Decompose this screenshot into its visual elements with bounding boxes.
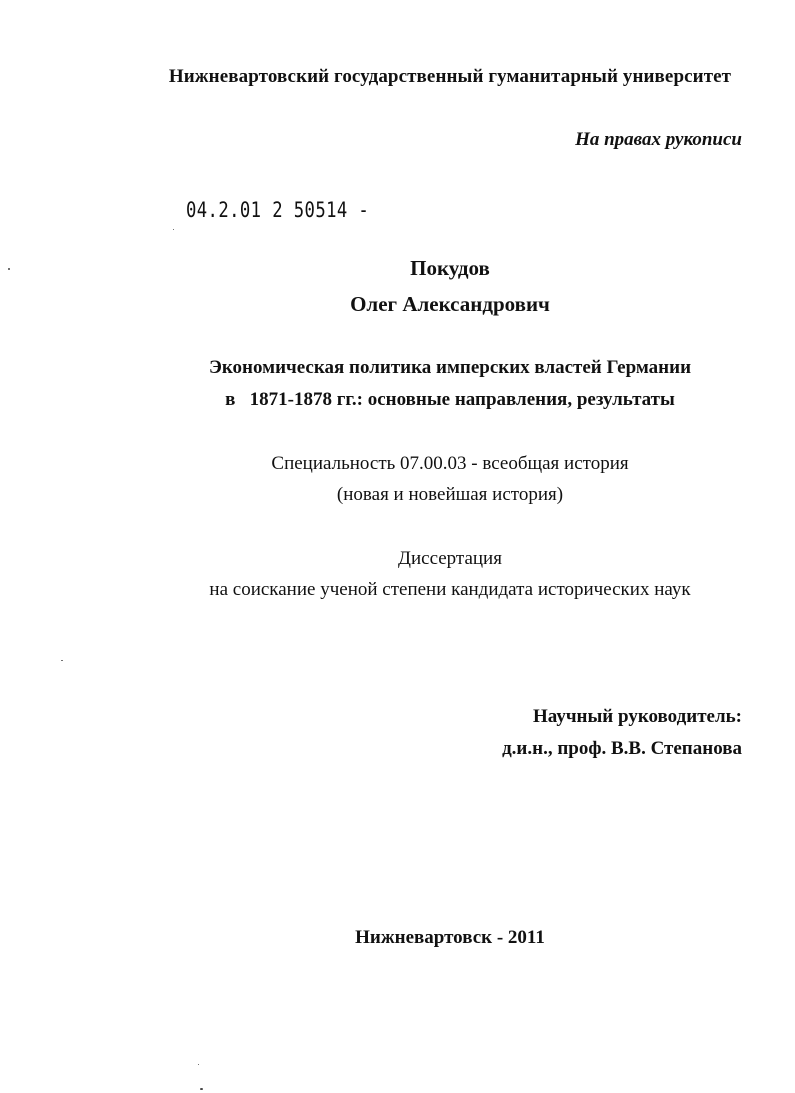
scan-speck	[61, 660, 63, 661]
degree-line2: на соискание ученой степени кандидата исторических наук	[209, 579, 691, 600]
thesis-title-line1: Экономическая политика имперских властей Германии	[208, 357, 692, 378]
place-year: Нижневартовск - 2011	[355, 927, 545, 948]
scan-speck	[8, 268, 10, 270]
advisor-name: д.и.н., проф. В.В. Степанова	[502, 738, 742, 759]
rights-note: На правах рукописи	[575, 129, 742, 150]
thesis-title-line2: в 1871-1878 гг.: основные направления, результаты	[225, 389, 675, 410]
stamp-code: 04.2.01 2 50514 -	[186, 198, 370, 222]
degree-line1: Диссертация	[398, 548, 502, 569]
author-name: Олег Александрович	[350, 292, 550, 316]
scan-speck	[173, 229, 174, 230]
scan-speck	[200, 1088, 203, 1090]
author-surname: Покудов	[410, 256, 490, 280]
scan-speck	[198, 1064, 199, 1065]
advisor-label: Научный руководитель:	[533, 706, 742, 727]
university-name: Нижневартовский государственный гуманитарный университет	[168, 66, 732, 87]
specialty-line1: Специальность 07.00.03 - всеобщая история	[271, 453, 629, 474]
specialty-line2: (новая и новейшая история)	[336, 484, 564, 505]
